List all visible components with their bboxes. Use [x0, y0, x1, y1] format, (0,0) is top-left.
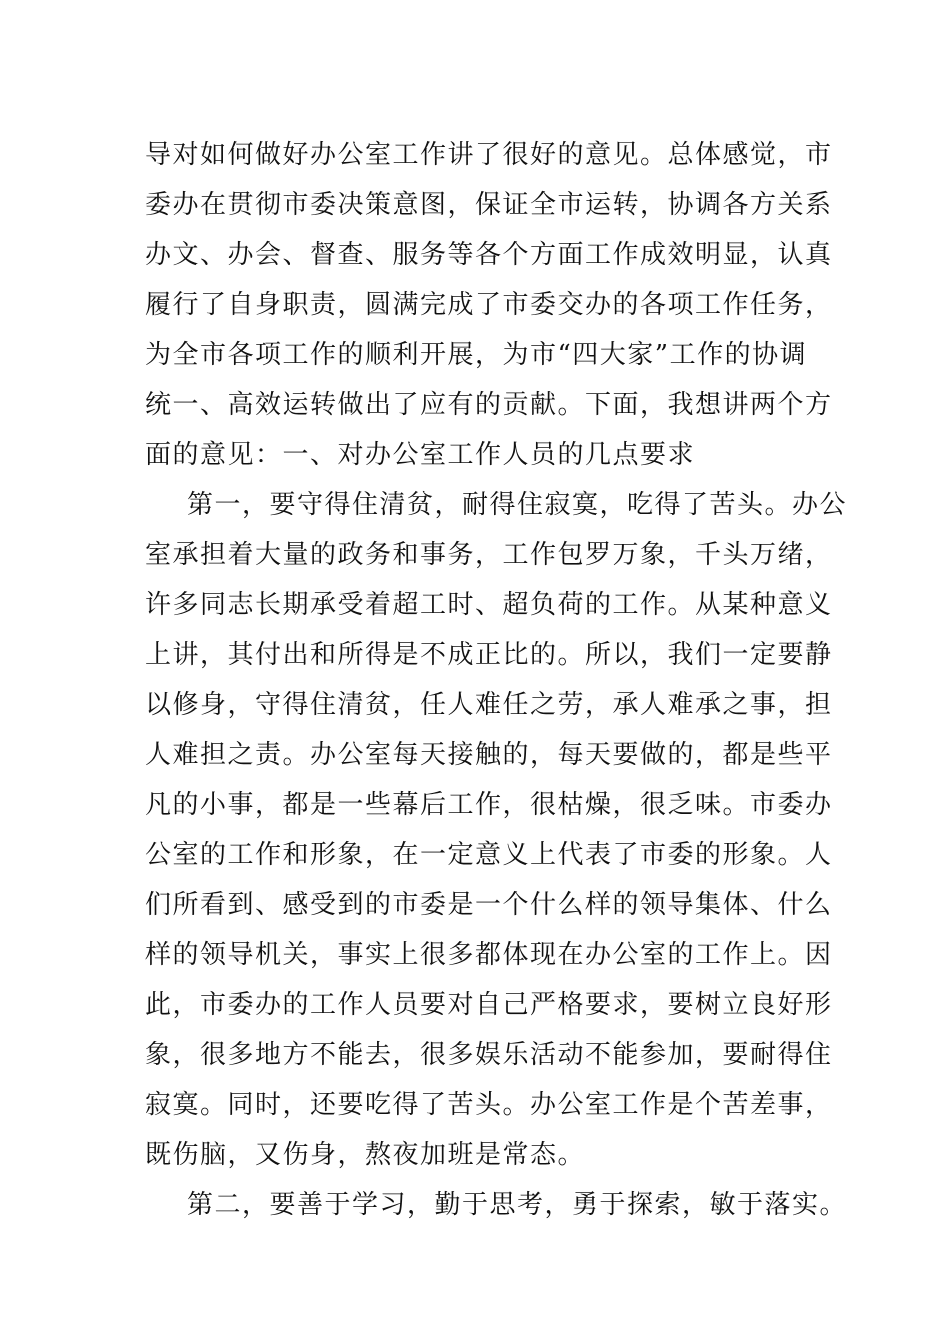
text-line: 为全市各项工作的顺利开展，为市“四大家”工作的协调: [145, 340, 808, 370]
text-line: 样的领导机关，事实上很多都体现在办公室的工作上。因: [145, 940, 833, 970]
text-line: 人难担之责。办公室每天接触的，每天要做的，都是些平: [145, 740, 833, 770]
text-line: 委办在贯彻市委决策意图，保证全市运转，协调各方关系: [145, 190, 833, 220]
paragraph-first-line: 第一，要守得住清贫，耐得住寂寞，吃得了苦头。办公: [187, 490, 848, 520]
text-line: 们所看到、感受到的市委是一个什么样的领导集体、什么: [145, 890, 833, 920]
text-line: 上讲，其付出和所得是不成正比的。所以，我们一定要静: [145, 640, 833, 670]
text-line: 象，很多地方不能去，很多娱乐活动不能参加，要耐得住: [145, 1040, 833, 1070]
text-line: 此，市委办的工作人员要对自己严格要求，要树立良好形: [145, 990, 833, 1020]
text-line: 以修身，守得住清贫，任人难任之劳，承人难承之事，担: [145, 690, 833, 720]
paragraph-first-line: 第二，要善于学习，勤于思考，勇于探索，敏于落实。: [187, 1190, 848, 1220]
text-line: 既伤脑，又伤身，熬夜加班是常态。: [145, 1140, 586, 1170]
text-line: 履行了自身职责，圆满完成了市委交办的各项工作任务，: [145, 290, 833, 320]
text-line: 公室的工作和形象，在一定意义上代表了市委的形象。人: [145, 840, 833, 870]
text-line: 导对如何做好办公室工作讲了很好的意见。总体感觉，市: [145, 140, 833, 170]
body-text: [145, 130, 848, 1230]
text-line: 寂寞。同时，还要吃得了苦头。办公室工作是个苦差事，: [145, 1090, 833, 1120]
text-line: 办文、办会、督查、服务等各个方面工作成效明显，认真: [145, 240, 833, 270]
text-line: 凡的小事，都是一些幕后工作，很枯燥，很乏味。市委办: [145, 790, 833, 820]
text-line: 许多同志长期承受着超工时、超负荷的工作。从某种意义: [145, 590, 833, 620]
text-line: 室承担着大量的政务和事务，工作包罗万象，千头万绪，: [145, 540, 833, 570]
text-line: 统一、高效运转做出了应有的贡献。下面，我想讲两个方: [145, 390, 833, 420]
text-line: 面的意见：一、对办公室工作人员的几点要求: [145, 440, 696, 470]
